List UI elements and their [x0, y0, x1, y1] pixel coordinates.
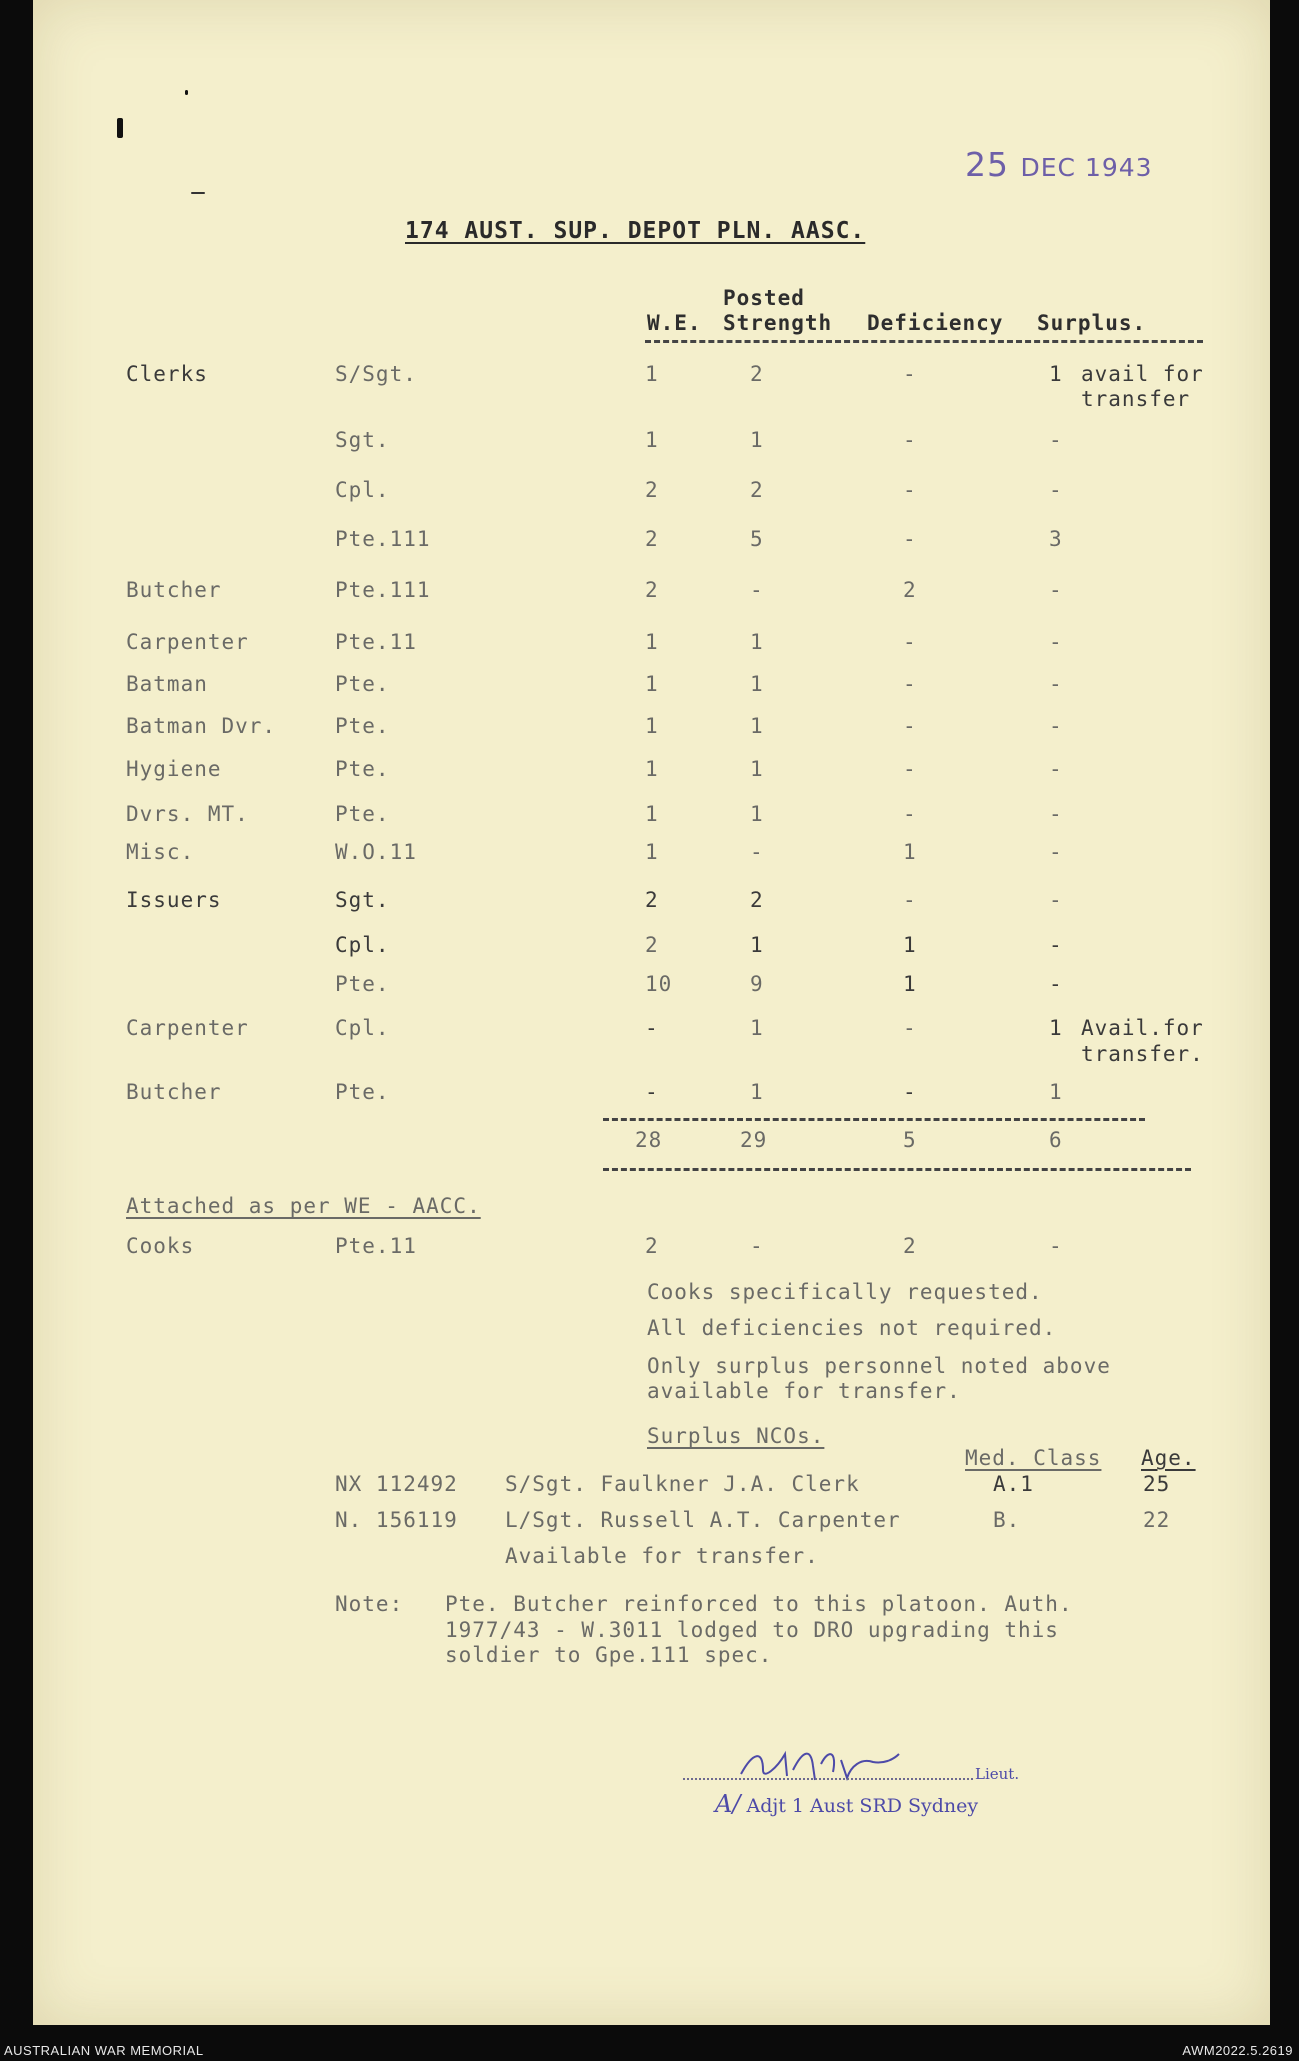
available-for-transfer: Available for transfer. [505, 1544, 819, 1568]
cell-posted: 2 [750, 478, 764, 502]
ink-speck [191, 192, 205, 194]
cell-trade: Dvrs. MT. [126, 802, 249, 826]
cell-we: 2 [645, 888, 659, 912]
cell-we: 1 [645, 802, 659, 826]
cell-trade: Butcher [126, 578, 222, 602]
cell-surplus: 1 [1049, 1080, 1063, 1104]
cell-surplus: 3 [1049, 527, 1063, 551]
cell-we: 2 [645, 527, 659, 551]
nco-number: NX 112492 [335, 1472, 458, 1496]
cell-rank: Cpl. [335, 933, 390, 957]
cell-rank: Sgt. [335, 888, 390, 912]
cell-posted: 1 [750, 428, 764, 452]
cell-posted: - [750, 840, 764, 864]
nco-age: 25 [1143, 1472, 1171, 1496]
cell-deficiency: 1 [903, 840, 917, 864]
cell-surplus: - [1049, 714, 1063, 738]
cell-remark-cont: transfer. [1081, 1042, 1204, 1066]
header-underline [645, 340, 1203, 343]
signature-scribble [733, 1740, 903, 1790]
totals-rule-top [603, 1118, 1145, 1121]
col-age: Age. [1141, 1446, 1196, 1470]
cell-surplus: - [1049, 1234, 1063, 1258]
cell-deficiency: - [903, 672, 917, 696]
cell-we: - [645, 1080, 659, 1104]
ink-speck [185, 90, 188, 95]
cell-rank: W.O.11 [335, 840, 417, 864]
cell-rank: Pte.11 [335, 1234, 417, 1258]
footer-right: AWM2022.5.2619 [1182, 2043, 1293, 2058]
note-label: Note: [335, 1592, 404, 1616]
header-posted: Posted [723, 286, 805, 310]
cell-surplus: - [1049, 802, 1063, 826]
note-line: 1977/43 - W.3011 lodged to DRO upgrading this [445, 1618, 1059, 1642]
cell-trade: Cooks [126, 1234, 195, 1258]
nco-med-class: B. [993, 1508, 1021, 1532]
cell-trade: Butcher [126, 1080, 222, 1104]
initials-mark: A/ [715, 1790, 741, 1818]
remark-line: Only surplus personnel noted above [647, 1354, 1111, 1378]
cell-rank: Pte. [335, 757, 390, 781]
cell-posted: 1 [750, 714, 764, 738]
signature-stamp-line [715, 1790, 978, 1818]
header-strength: Strength [723, 311, 833, 335]
cell-posted: 1 [750, 672, 764, 696]
nco-description: S/Sgt. Faulkner J.A. Clerk [505, 1472, 860, 1496]
total-surplus: 6 [1049, 1128, 1063, 1152]
cell-surplus: - [1049, 933, 1063, 957]
cell-we: - [645, 1016, 659, 1040]
cell-deficiency: 2 [903, 1234, 917, 1258]
cell-deficiency: 2 [903, 578, 917, 602]
cell-we: 2 [645, 578, 659, 602]
cell-posted: 2 [750, 888, 764, 912]
cell-posted: 1 [750, 630, 764, 654]
cell-rank: Pte.11 [335, 630, 417, 654]
surplus-nco-heading: Surplus NCOs. [647, 1424, 825, 1448]
cell-we: 1 [645, 757, 659, 781]
cell-remark: Avail.for [1081, 1016, 1204, 1040]
cell-deficiency: 1 [903, 933, 917, 957]
cell-posted: 5 [750, 527, 764, 551]
cell-rank: Pte. [335, 1080, 390, 1104]
cell-we: 1 [645, 714, 659, 738]
cell-rank: Cpl. [335, 1016, 390, 1040]
cell-trade: Hygiene [126, 757, 222, 781]
cell-posted: 2 [750, 362, 764, 386]
cell-deficiency: - [903, 802, 917, 826]
cell-surplus: - [1049, 672, 1063, 696]
remark-line: All deficiencies not required. [647, 1316, 1057, 1340]
cell-posted: - [750, 578, 764, 602]
nco-med-class: A.1 [993, 1472, 1034, 1496]
cell-we: 1 [645, 362, 659, 386]
total-deficiency: 5 [903, 1128, 917, 1152]
cell-surplus: - [1049, 428, 1063, 452]
cell-we: 2 [645, 478, 659, 502]
remark-line: Cooks specifically requested. [647, 1280, 1043, 1304]
document-page [33, 0, 1270, 2025]
cell-deficiency: - [903, 714, 917, 738]
total-posted: 29 [740, 1128, 768, 1152]
signature-rank: Lieut. [975, 1765, 1020, 1783]
cell-surplus: 1 [1049, 362, 1063, 386]
document-title: 174 AUST. SUP. DEPOT PLN. AASC. [405, 218, 866, 244]
cell-posted: 1 [750, 757, 764, 781]
ink-mark [117, 118, 123, 138]
signature-dotted-line [683, 1778, 973, 1780]
date-stamp-month-year: DEC 1943 [1020, 153, 1153, 182]
cell-trade: Misc. [126, 840, 195, 864]
note-line: Pte. Butcher reinforced to this platoon. Auth. [445, 1592, 1073, 1616]
cell-deficiency: - [903, 757, 917, 781]
cell-surplus: - [1049, 630, 1063, 654]
cell-posted: - [750, 1234, 764, 1258]
cell-surplus: - [1049, 578, 1063, 602]
cell-rank: Pte. [335, 972, 390, 996]
cell-deficiency: - [903, 630, 917, 654]
cell-posted: 1 [750, 802, 764, 826]
header-surplus: Surplus. [1037, 311, 1147, 335]
footer-left: AUSTRALIAN WAR MEMORIAL [4, 2043, 204, 2058]
cell-surplus: 1 [1049, 1016, 1063, 1040]
cell-posted: 1 [750, 1080, 764, 1104]
cell-rank: Sgt. [335, 428, 390, 452]
cell-surplus: - [1049, 840, 1063, 864]
cell-surplus: - [1049, 888, 1063, 912]
cell-deficiency: - [903, 362, 917, 386]
nco-age: 22 [1143, 1508, 1171, 1532]
header-deficiency: Deficiency [867, 311, 1004, 335]
totals-rule-bottom [603, 1168, 1191, 1171]
cell-deficiency: - [903, 478, 917, 502]
attached-heading: Attached as per WE - AACC. [126, 1194, 481, 1218]
nco-description: L/Sgt. Russell A.T. Carpenter [505, 1508, 901, 1532]
cell-trade: Issuers [126, 888, 222, 912]
total-we: 28 [635, 1128, 663, 1152]
date-stamp [965, 145, 1153, 184]
remark-line: available for transfer. [647, 1379, 961, 1403]
cell-remark: avail for [1081, 362, 1204, 386]
cell-deficiency: - [903, 1080, 917, 1104]
cell-rank: Pte. [335, 802, 390, 826]
cell-posted: 1 [750, 933, 764, 957]
nco-number: N. 156119 [335, 1508, 458, 1532]
cell-rank: Pte.111 [335, 578, 431, 602]
col-med-class: Med. Class [965, 1446, 1102, 1470]
cell-we: 2 [645, 933, 659, 957]
cell-we: 1 [645, 630, 659, 654]
cell-we: 1 [645, 840, 659, 864]
cell-trade: Carpenter [126, 1016, 249, 1040]
header-we: W.E. [647, 311, 702, 335]
cell-we: 2 [645, 1234, 659, 1258]
cell-trade: Clerks [126, 362, 208, 386]
cell-remark-cont: transfer [1081, 387, 1191, 411]
cell-surplus: - [1049, 478, 1063, 502]
cell-trade: Carpenter [126, 630, 249, 654]
cell-deficiency: 1 [903, 972, 917, 996]
cell-rank: Cpl. [335, 478, 390, 502]
adjt-text: Adjt 1 Aust SRD Sydney [746, 1795, 979, 1817]
cell-we: 1 [645, 428, 659, 452]
cell-rank: Pte.111 [335, 527, 431, 551]
cell-posted: 1 [750, 1016, 764, 1040]
cell-deficiency: - [903, 888, 917, 912]
note-line: soldier to Gpe.111 spec. [445, 1643, 773, 1667]
cell-rank: S/Sgt. [335, 362, 417, 386]
cell-deficiency: - [903, 1016, 917, 1040]
cell-trade: Batman Dvr. [126, 714, 277, 738]
cell-surplus: - [1049, 757, 1063, 781]
cell-deficiency: - [903, 428, 917, 452]
cell-deficiency: - [903, 527, 917, 551]
cell-we: 1 [645, 672, 659, 696]
cell-we: 10 [645, 972, 673, 996]
cell-surplus: - [1049, 972, 1063, 996]
cell-posted: 9 [750, 972, 764, 996]
cell-trade: Batman [126, 672, 208, 696]
cell-rank: Pte. [335, 672, 390, 696]
cell-rank: Pte. [335, 714, 390, 738]
date-stamp-day: 25 [965, 145, 1009, 184]
